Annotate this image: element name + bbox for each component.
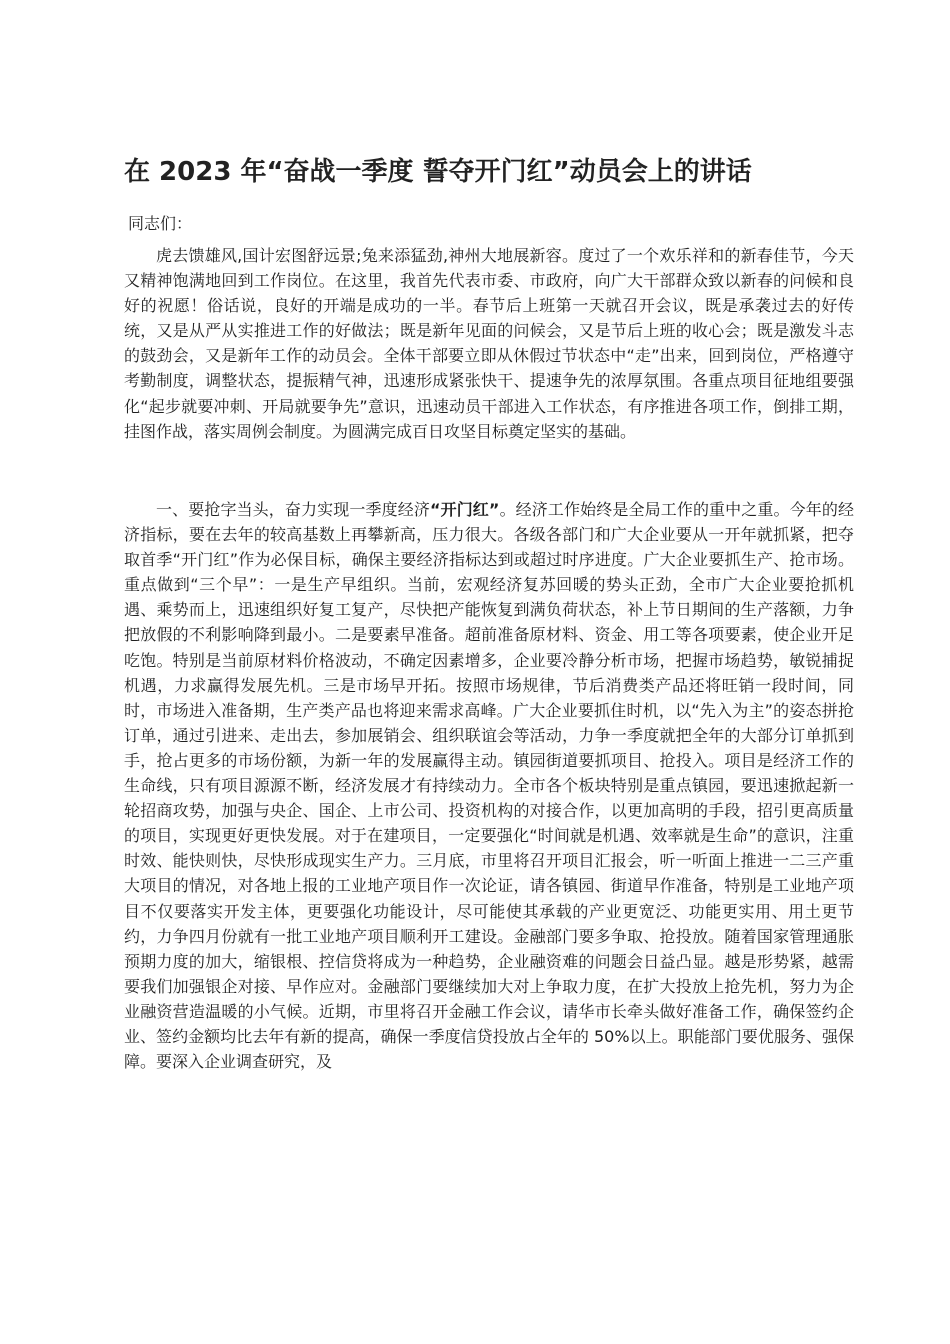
paragraph-intro: 虎去馈雄风,国计宏图舒远景;兔来添猛劲,神州大地展新容。度过了一个欢乐祥和的新春佳节，今天又精神饱满地回到工作岗位。在这里，我首先代表市委、市政府，向广大干部群众致以新春的问候和良好的祝愿！俗话说，良好的开端是成功的一半。春节后上班第一天就召开会议，既是承袭过去的好传统，又是从严从实推进工作的好做法；既是新年见面的问候会，又是节后上班的收心会；既是激发斗志的鼓劲会，又是新年工作的动员会。全体干部要立即从休假过节状态中“走”出来，回到岗位，严格遵守考勤制度，调整状态，提振精气神，迅速形成紧张快干、提速争先的浓厚氛围。各重点项目征地组要强化“起步就要冲刺、开局就要争先”意识，迅速动员干部进入工作状态，有序推进各项工作，倒排工期，挂图作战，落实周例会制度。为圆满完成百日攻坚目标奠定坚实的基础。 — [124, 246, 854, 441]
paragraph-section-one — [124, 497, 854, 1074]
section-one-lead: 一、要抢字当头，奋力实现一季度经济 — [156, 500, 430, 519]
section-one-highlight: “开门红” — [429, 500, 500, 519]
document-title: 在 2023 年“奋战一季度 誓夺开门红”动员会上的讲话 — [124, 157, 752, 187]
section-one-body: 。经济工作始终是全局工作的重中之重。今年的经济指标，要在去年的较高基数上再攀新高，压力很大。各级各部门和广大企业要从一开年就抓紧，把夺取首季“开门红”作为必保目标，确保主要经济指标达到或超过时序进度。广大企业要抓生产、抢市场。重点做到“三个早”：一是生产早组织。当前，宏观经济复苏回暖的势头正劲，全市广大企业要抢抓机遇、乘势而上，迅速组织好复工复产，尽快把产能恢复到满负荷状态，补上节日期间的生产落额，力争把放假的不利影响降到最小。二是要素早准备。超前准备原材料、资金、用工等各项要素，使企业开足吃饱。特别是当前原材料价格波动，不确定因素增多，企业要冷静分析市场，把握市场趋势，敏锐捕捉机遇，力求赢得发展先机。三是市场早开拓。按照市场规律，节后消费类产品还将旺销一段时间，同时，市场进入准备期，生产类产品也将迎来需求高峰。广大企业要抓住时机，以“先入为主”的姿态拼抢订单，通过引进来、走出去，参加展销会、组织联谊会等活动，力争一季度就把全年的大部分订单抓到手，抢占更多的市场份额，为新一年的发展赢得主动。镇园街道要抓项目、抢投入。项目是经济工作的生命线，只有项目源源不断，经济发展才有持续动力。全市各个板块特别是重点镇园，要迅速掀起新一轮招商攻势，加强与央企、国企、上市公司、投资机构的对接合作，以更加高明的手段，招引更高质量的项目，实现更好更快发展。对于在建项目，一定要强化“时间就是机遇、效率就是生命”的意识，注重时效、能快则快，尽快形成现实生产力。三月底，市里将召开项目汇报会，听一听面上推进一二三产重大项目的情况，对各地上报的工业地产项目作一次论证，请各镇园、街道早作准备，特别是工业地产项目不仅要落实开发主体，更要强化功能设计，尽可能使其承载的产业更宽泛、功能更实用、用土更节约，力争四月份就有一批工业地产项目顺利开工建设。金融部门要多争取、抢投放。随着国家管理通胀预期力度的加大，缩银根、控信贷将成为一种趋势，企业融资难的问题会日益凸显。越是形势紧，越需要我们加强银企对接、早作应对。金融部门要继续加大对上争取力度，在扩大投放上抢先机，努力为企业融资营造温暖的小气候。近期，市里将召开金融工作会议，请华市长牵头做好准备工作，确保签约企业、签约金额均比去年有新的提高，确保一季度信贷投放占全年的 50%以上。职能部门要优服务、强保障。要深入企业调查研究，及 — [124, 500, 854, 1072]
salutation: 同志们： — [128, 214, 193, 233]
